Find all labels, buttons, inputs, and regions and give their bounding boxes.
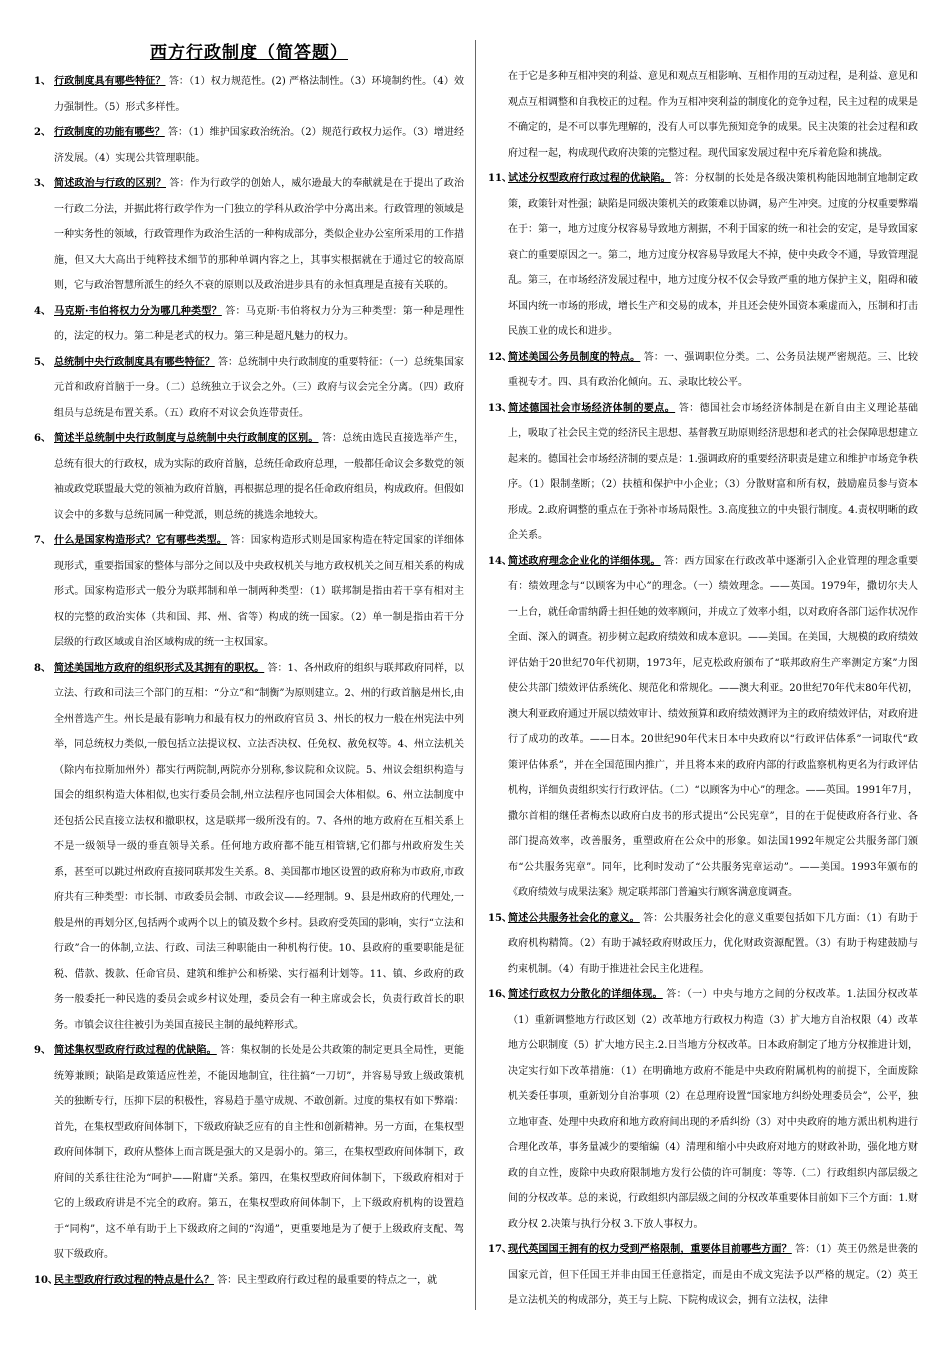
question-item [488,1237,918,1314]
question-item [34,426,464,528]
question-item [34,656,464,1039]
question-number: 5、 [34,356,51,368]
question-item [488,906,918,983]
question-item [34,528,464,656]
left-column [34,38,464,1336]
question-text: 简述政治与行政的区别？ [54,178,166,189]
question-text: 民主型政府行政过程的特点是什么？ [54,1274,214,1286]
answer-text: 答：一、强调职位分类。二、公务员法规严密规范。三、比较重视专才。四、具有政治化倾向。五、录取比较公平。 [508,351,918,388]
answer-text: 答：（1）英王仍然是世袭的国家元首，但下任国王并非由国王任意指定，而是由不成文宪法予以严格的规定。（2）英王是立法机关的构成部分，英王与上院、下院构成议会，拥有立法权，法律 [508,1244,918,1306]
question-number: 13、 [488,402,512,414]
question-item [488,982,918,1237]
question-text: 行政制度具有哪些特征？ [54,76,166,87]
question-number: 3、 [34,178,51,189]
question-number: 10、 [34,1274,58,1286]
question-item [34,69,464,120]
question-item [488,396,918,549]
answer-text: 答：分权制的长处是各级决策机构能因地制宜地制定政策，政策针对性强；缺陷是同级决策机关的政策难以协调，易产生冲突。过度的分权重要弊端在于：第一，地方过度分权容易导致地方割据，不利于国家的统一和社会的安定，是导致国家衰亡的重要原因之一。第二，地方过度分权容易导致尾大不掉，使中央政令不通，导致管理混乱。第三，在市场经济发展过程中，地方过度分权不仅会导致严重的地方保护主义，阻碍和破坏国内统一市场的形成，增长生产和交易的成本，并且还会使外国资本乘虚而入，压制和打击民族工业的成长和进步。 [508,173,918,337]
question-item [34,299,464,350]
question-text: 总统制中央行政制度具有哪些特征？ [54,356,215,368]
question-item [34,171,464,299]
question-item [488,345,918,396]
left-question-list [34,69,464,1293]
question-item [34,350,464,427]
question-text: 试述分权型政府行政过程的优缺陷。 [508,173,671,184]
question-text: 马克斯·韦伯将权力分为哪几种类型？ [54,305,222,317]
answer-text: 答：民主型政府行政过程的最重要的特点之一，就 [217,1274,438,1286]
right-column [488,64,918,1362]
question-text: 简述半总统制中央行政制度与总统制中央行政制度的区别。 [54,433,319,444]
question-text: 什么是国家构造形式？它有哪些类型。 [54,535,227,546]
question-text: 简述美国地方政府的组织形式及其拥有的职权。 [54,662,265,674]
answer-text: 答：德国社会市场经济体制是在新自由主义理论基础上，吸取了社会民主党的经济民主思想、基督教互助原则经济思想和老式的社会保障思想建立起来的。德国社会市场经济制的要点是：1.强调政府的重要经济职责是建立和维护市场竞争秩序。（1）限制垄断；（2）扶植和保护中小企业；（3）分散财富和所有权，鼓励雇员参与资本形成。2.政府调整的重点在于弥补市场局限性。3.高度独立的中央银行制度。4.责权明晰的政企关系。 [508,402,918,541]
answer-text: 答：（一）中央与地方之间的分权改革。1.法国分权改革（1）重新调整地方行政区划（2）改革地方行政权力构造（3）扩大地方自治权限（4）改革地方公职制度（5）扩大地方民主.2.日当地方分权改革。日本政府制定了地方分权推进计划，决定实行如下改革措施：（1）在明确地方政府不能是中央政府附属机构的前提下，全面废除机关委任事项，重新划分自治事项（2）在总理府设置“国家地方纠纷处理委员会”，公平，独立地审查、处理中央政府和地方政府间出现的矛盾纠纷（3）对中央政府的地方派出机构进行合理化改革，事务量减少的要缩编（4）清理和缩小中央政府对地方的财政补助，强化地方财政的自立性，废除中央政府限制地方发行公债的许可制度：等等.（二）行政组织内部层级之间的分权改革。总的来说，行政组织内部层级之间的分权改革重要体目前如下三个方面：1.财政分权 2.决策与执行分权 3.下放人事权力。 [508,989,918,1230]
question-number: 16、 [488,989,512,1000]
question-item [34,120,464,171]
answer-text: 答：总统制中央行政制度的重要特征：（一）总统集国家元首和政府首脑于一身。（二）总统独立于议会之外。（三）政府与议会完全分离。（四）政府组员与总统是布置关系。（五）政府不对议会负连带责任。 [54,356,464,419]
question-number: 15、 [488,912,512,924]
question-item [34,1268,464,1294]
question-text: 现代英国国王拥有的权力受到严格限制，重要体目前哪些方面？ [508,1244,792,1255]
question-number: 12、 [488,351,512,363]
right-question-list [488,166,918,1314]
question-number: 2、 [34,127,51,138]
question-number: 14、 [488,555,512,567]
question-text: 简述德国社会市场经济体制的要点。 [508,402,676,414]
answer-text: 答：总统由选民直接选举产生，总统有很大的行政权，成为实际的政府首脑，总统任命政府总理，一般都任命议会多数党的领袖或政党联盟最大党的领袖为政府首脑，再根据总理的提名任命政府组员，构成政府。但假如议会中的多数与总统同属一种党派，则总统的挑选余地较大。 [54,433,464,521]
question-text: 简述公共服务社会化的意义。 [508,912,640,924]
answer-text: 答：（1）权力规范性。(2) 严格法制性。（3）环境制约性。（4）效力强制性。（5）形式多样性。 [54,76,464,113]
question-number: 4、 [34,305,51,317]
answer-text: 答：马克斯·韦伯将权力分为三种类型：第一种是理性的，法定的权力。第二种是老式的权力。第三种是超凡魅力的权力。 [54,305,464,342]
question-number: 11、 [488,173,512,184]
question-text: 行政制度的功能有哪些？ [54,127,165,138]
question-text: 简述政府理念企业化的详细体现。 [508,555,661,567]
document-title: 西方行政制度（简答题） [150,43,348,63]
answer-text: 答：公共服务社会化的意义重要包括如下几方面：（1）有助于政府机构精简。（2）有助于减轻政府财政压力，优化财政资源配置。（3）有助于构建鼓励与约束机制。（4）有助于推进社会民主化进程。 [508,912,918,975]
question-number: 9、 [34,1045,51,1056]
question-text: 简述行政权力分散化的详细体现。 [508,989,663,1000]
question-number: 7、 [34,535,51,546]
question-number: 17、 [488,1244,512,1255]
answer-text: 答：西方国家在行政改革中逐渐引入企业管理的理念重要有：绩效理念与“以顾客为中心”的理念。（一）绩效理念。——英国。1979年，撒切尔夫人一上台，就任命雷纳爵士担任她的效率顾问，并成立了效率小组，以对政府各部门运作状况作全面、深入的调查。初步树立起政府绩效和成本意识。——美国。在美国，大规模的政府绩效评估始于20世纪70年代初期，1973年，尼克松政府颁布了“联邦政府生产率测定方案”力图使公共部门绩效评估系统化、规范化和常规化。——澳大利亚。20世纪70年代末80年代初，澳大利亚政府通过开展以绩效审计、绩效预算和政府绩效测评为主的政府绩效评估，对政府进行了成功的改革。——日本。20世纪90年代末日本中央政府以“行政评估体系”一词取代“政策评估体系”，并在全国范围内推广，并且将本来的政府内部的行政监察机构更名为行政评估机构，详细负责组织实行行政评估。（二）“以顾客为中心”的理念。——英国。1991年7月，撒尔首相的继任者梅杰以政府白皮书的形式提出“公民宪章”，目的在于促使政府各行业、各部门提高效率，改善服务，重塑政府在公众中的形象。如法国1992年规定公共服务部门颁布“公共服务宪章”。同年，比利时发动了“公共服务宪章运动”。——美国。1993年颁布的《政府绩效与成果法案》规定联邦部门普遍实行顾客满意度调查。 [508,555,918,898]
continued-answer: 在于它是多种互相冲突的利益、意见和观点互相影响、互相作用的互动过程，是利益、意见和观点互相调整和自我校正的过程。作为互相冲突利益的制度化的竞争过程，民主过程的成果是不确定的，是不可以事先理解的，没有人可以事先预知竞争的成果。民主决策的社会过程和政府过程一起，构成现代政府决策的完整过程。现代国家发展过程中充斥着危险和挑战。 [508,71,918,159]
question-item [34,1038,464,1268]
question-number: 6、 [34,433,51,444]
question-number: 8、 [34,662,51,674]
answer-text: 答：国家构造形式则是国家构造在特定国家的详细体现形式，重要指国家的整体与部分之间以及中央政权机关与地方政权机关之间互相关系的构成形式。国家构造形式一般分为联邦制和单一制两种类型：（1）联邦制是指由若干享有相对主权的完整的政治实体（共和国、邦、州、省等）构成的统一国家。（2）单一制是指由若干分层级的行政区域或自治区域构成的统一主权国家。 [54,535,464,648]
question-number: 1、 [34,76,51,87]
answer-text: 答：（1）维护国家政治统治。（2）规范行政权力运作。（3）增进经济发展。（4）实现公共管理职能。 [54,127,464,164]
answer-text: 答：1、各州政府的组织与联邦政府同样，以立法、行政和司法三个部门的互相：“分立”和“制衡”为原则建立。2、州的行政首脑是州长,由全州普选产生。州长是最有影响力和最有权力的州政府官员 3、州长的权力一般在州宪法中列举，同总统权力类似,一般包括立法提议权、立法否决权、任免权、赦免权等。4、州立法机关（除内布拉斯加州外）都实行两院制,两院亦分别称,参议院和众议院。5、州议会组织构造与国会的组织构造大体相似,也实行委员会制,州立法程序也同国会大体相似。6、州立法制度中还包括公民直接立法权和撤职权，这是联邦一级所没有的。7、各州的地方政府在互相关系上不是一级领导一级的垂直领导关系。任何地方政府都不能互相管辖,它们都与州政府发生关系，甚至可以跳过州政府直接同联邦发生关系。8、美国都市地区设置的政府称为市政府,市政府共有三种类型：市长制、市政委员会制、市政会议——经理制。9、县是州政府的代理处,一般是州的再划分区,包括两个或两个以上的镇及数个乡村。县政府受英国的影响，实行“立法和行政”合一的体制,立法、行政、司法三种职能由一种机构行使。10、县政府的重要职能是征税、借款、拨款、任命官员、建筑和维护公和桥梁、实行福利计划等。11、镇、乡政府的政务一般委托一种民选的委员会或乡村议处理，委员会有一种主席或会长，负责行政首长的职务。市镇会议往往被引为美国直接民主制的最纯粹形式。 [54,662,464,1031]
answer-text: 答：作为行政学的创始人，威尔逊最大的奉献就是在于提出了政治一行政二分法，并据此将行政学作为一门独立的学科从政治学中分离出来。行政管理的领域是一种实务性的领域，行政管理作为政治生活的一种构成部分，类似企业办公室所采用的工作措施，但又大大高出于纯粹技术细节的那种单调内容之上，其事实根据就在于通过它的较高原则，它与政治智慧所派生的经久不衰的原则以及政治进步具有的永恒真理是直接有关联的。 [54,178,464,291]
question-text: 简述美国公务员制度的特点。 [508,351,641,363]
question-item [488,166,918,345]
answer-text: 答：集权制的长处是公共政策的制定更具全局性，更能统筹兼顾；缺陷是政策适应性差，不能因地制宜，往往搞“一刀切”，并容易导致上级政策机关的独断专行，压抑下层的积极性，容易趋于墨守成规、不敢创新。过度的集权有如下弊端：首先，在集权型政府间体制下，下级政府缺乏应有的自主性和创新精神。另一方面，在集权型政府间体制下，政府从整体上而言既是强大的又是弱小的。第三，在集权型政府间体制下，政府间的关系往往沦为“呵护——附庸”关系。第四，在集权型政府间体制下，下级政府相对于它的上级政府讲是不完全的政府。第五，在集权型政府间体制下，上下级政府机构的设置趋于“同构”，这不单有助于上下级政府之间的“沟通”，更重要地是为了便于上级政府支配、驾驭下级政府。 [54,1045,464,1260]
question-item [488,549,918,906]
column-divider [475,40,476,1310]
question-text: 简述集权型政府行政过程的优缺陷。 [54,1045,217,1056]
